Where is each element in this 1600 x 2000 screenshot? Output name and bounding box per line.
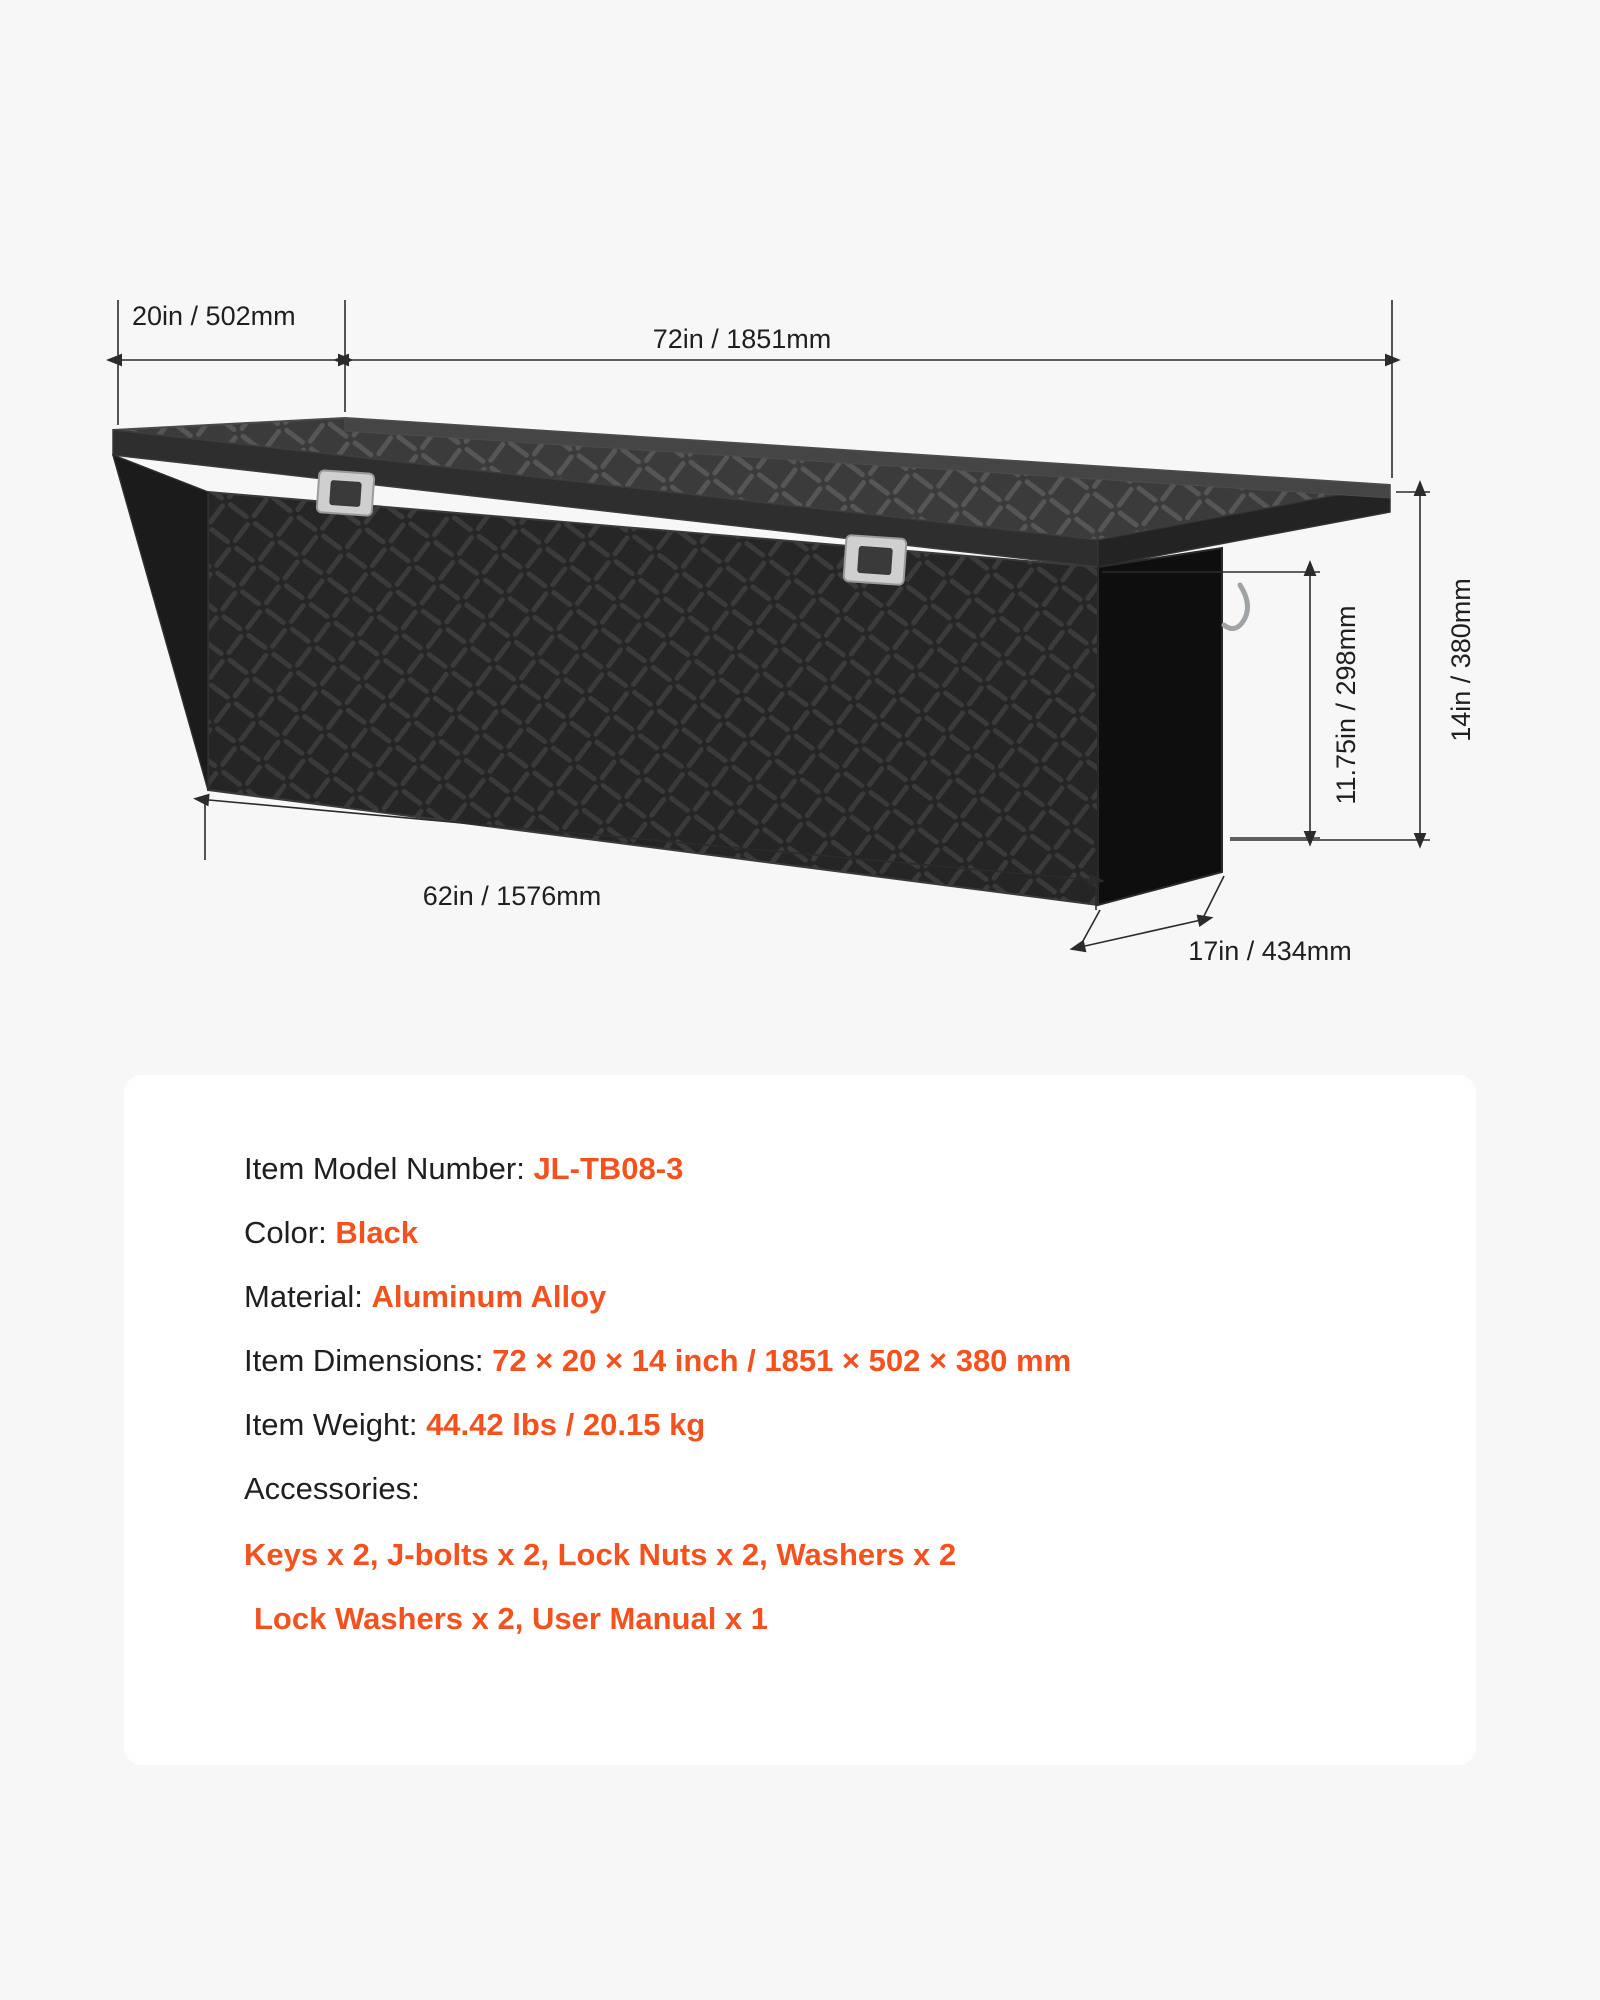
mounting-hook (1224, 585, 1248, 629)
spec-row-accessories (244, 1473, 1436, 1504)
spec-value-material: Aluminum Alloy (371, 1279, 607, 1314)
spec-label-dimensions: Item Dimensions: (244, 1343, 493, 1378)
spec-label-material: Material: (244, 1279, 372, 1314)
dim-label-depth-top: 20in / 502mm (132, 301, 296, 331)
tool-box-illustration (113, 418, 1390, 905)
spec-row-dimensions (244, 1345, 1436, 1376)
lock-right (843, 535, 906, 585)
spec-row-material (244, 1281, 1436, 1312)
spec-label-color: Color: (244, 1215, 336, 1250)
accessories-line-1: Keys x 2, J-bolts x 2, Lock Nuts x 2, Washers x 2 (244, 1537, 957, 1572)
dim-label-height-body: 11.75in / 298mm (1331, 605, 1361, 805)
specification-card (124, 1075, 1476, 1765)
spec-row-color (244, 1217, 1436, 1248)
dim-label-length-top: 72in / 1851mm (652, 324, 832, 354)
spec-value-color: Black (335, 1215, 419, 1250)
accessories-line-2: Lock Washers x 2, User Manual x 1 (254, 1601, 769, 1636)
spec-label-accessories: Accessories: (244, 1471, 420, 1506)
spec-label-weight: Item Weight: (244, 1407, 427, 1442)
dim-label-depth-bottom: 17in / 434mm (1188, 936, 1352, 966)
specification-list (244, 1153, 1436, 1665)
dim-label-length-bottom: 62in / 1576mm (422, 881, 602, 911)
spec-row-model (244, 1153, 1436, 1184)
spec-value-weight: 44.42 lbs / 20.15 kg (426, 1407, 706, 1442)
lock-left (317, 470, 375, 516)
spec-row-weight (244, 1409, 1436, 1440)
spec-label-model: Item Model Number: (244, 1151, 534, 1186)
spec-value-model: JL-TB08-3 (533, 1151, 684, 1186)
spec-value-dimensions: 72 × 20 × 14 inch / 1851 × 502 × 380 mm (492, 1343, 1072, 1378)
dim-label-height-overall: 14in / 380mm (1446, 578, 1476, 742)
